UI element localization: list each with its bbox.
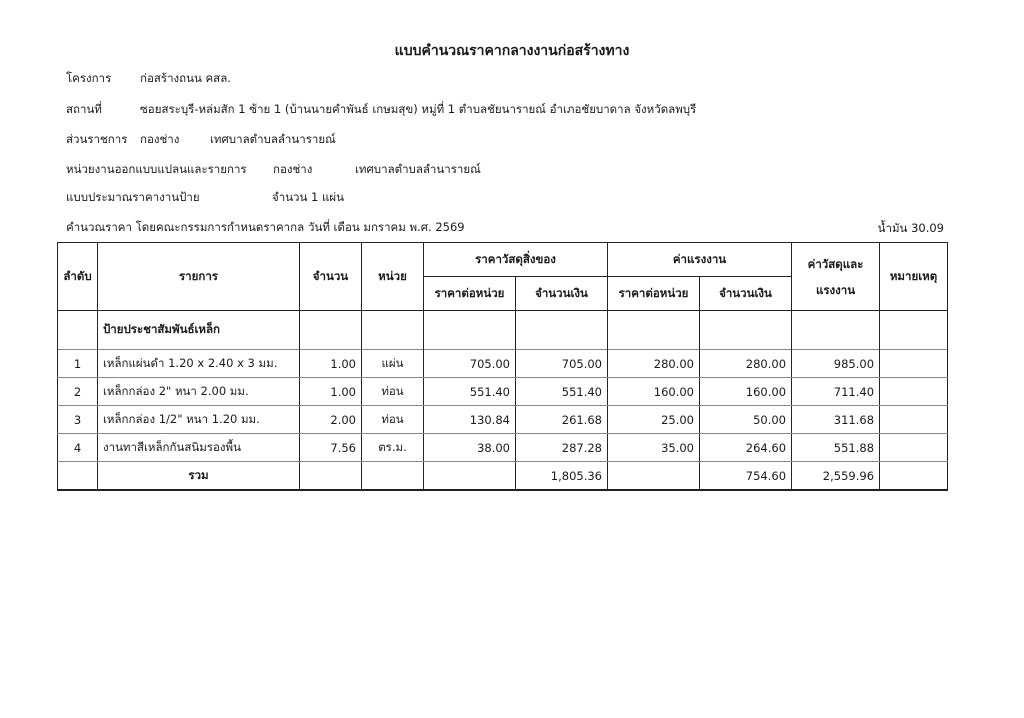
row-material-amount: 551.40 bbox=[516, 378, 608, 406]
table-row bbox=[58, 434, 948, 462]
row-material-amount: 287.28 bbox=[516, 434, 608, 462]
row-total: 985.00 bbox=[792, 350, 880, 378]
row-material-unit: 130.84 bbox=[424, 406, 516, 434]
row-material-amount: 705.00 bbox=[516, 350, 608, 378]
header-labor-amount: จำนวนเงิน bbox=[700, 277, 792, 311]
table-row bbox=[58, 350, 948, 378]
document-title: แบบคำนวณราคากลางงานก่อสร้างทาง bbox=[394, 43, 630, 59]
row-remark bbox=[880, 406, 948, 434]
agency-label: ส่วนราชการ bbox=[66, 132, 128, 146]
section-title: ป้ายประชาสัมพันธ์เหล็ก bbox=[98, 311, 300, 350]
row-no: 1 bbox=[58, 350, 98, 378]
designer-organization: เทศบาลตำบลลำนารายณ์ bbox=[355, 162, 481, 176]
location-label: สถานที่ bbox=[66, 102, 102, 116]
row-labor-amount: 264.60 bbox=[700, 434, 792, 462]
row-unit: ท่อน bbox=[362, 378, 424, 406]
row-material-unit: 705.00 bbox=[424, 350, 516, 378]
calc-label: คำนวณราคา โดยคณะกรรมการกำหนดราคากล bbox=[66, 220, 305, 234]
estimate-table bbox=[57, 242, 948, 491]
header-item: รายการ bbox=[98, 243, 300, 311]
row-unit: แผ่น bbox=[362, 350, 424, 378]
row-material-unit: 551.40 bbox=[424, 378, 516, 406]
header-no: ลำดับ bbox=[58, 243, 98, 311]
row-item: เหล็กแผ่นดำ 1.20 x 2.40 x 3 มม. bbox=[98, 350, 300, 378]
row-remark bbox=[880, 350, 948, 378]
row-qty: 1.00 bbox=[300, 378, 362, 406]
header-qty: จำนวน bbox=[300, 243, 362, 311]
header-total: ค่าวัสดุและแรงงาน bbox=[792, 243, 880, 311]
row-labor-unit: 280.00 bbox=[608, 350, 700, 378]
row-labor-amount: 50.00 bbox=[700, 406, 792, 434]
header-material-amount: จำนวนเงิน bbox=[516, 277, 608, 311]
header-remark: หมายเหตุ bbox=[880, 243, 948, 311]
row-total: 551.88 bbox=[792, 434, 880, 462]
header-labor: ค่าแรงงาน bbox=[608, 243, 792, 277]
row-qty: 2.00 bbox=[300, 406, 362, 434]
estimate-label: แบบประมาณราคางานป้าย bbox=[66, 190, 200, 204]
location-value: ซอยสระบุรี-หล่มสัก 1 ซ้าย 1 (บ้านนายคำพันธ์ เกษมสุข) หมู่ที่ 1 ตำบลชัยนารายณ์ อำเภอชัยบาดาล จังหวัดลพบุรี bbox=[140, 102, 697, 116]
row-unit: ท่อน bbox=[362, 406, 424, 434]
agency-division: กองช่าง bbox=[140, 132, 180, 146]
table-row bbox=[58, 378, 948, 406]
row-unit: ตร.ม. bbox=[362, 434, 424, 462]
agency-organization: เทศบาลตำบลลำนารายณ์ bbox=[210, 132, 336, 146]
estimate-quantity: จำนวน 1 แผ่น bbox=[272, 190, 345, 204]
total-labor-amount: 754.60 bbox=[700, 462, 792, 491]
total-grand: 2,559.96 bbox=[792, 462, 880, 491]
row-labor-unit: 35.00 bbox=[608, 434, 700, 462]
project-label: โครงการ bbox=[66, 71, 112, 85]
oil-price: น้ำมัน 30.09 bbox=[877, 221, 944, 235]
header-material: ราคาวัสดุสิ่งของ bbox=[424, 243, 608, 277]
header-unit: หน่วย bbox=[362, 243, 424, 311]
header-material-unit-price: ราคาต่อหน่วย bbox=[424, 277, 516, 311]
header-labor-unit-price: ราคาต่อหน่วย bbox=[608, 277, 700, 311]
total-label: รวม bbox=[98, 462, 300, 491]
project-value: ก่อสร้างถนน คสล. bbox=[140, 71, 231, 85]
row-labor-unit: 160.00 bbox=[608, 378, 700, 406]
row-labor-unit: 25.00 bbox=[608, 406, 700, 434]
row-item: เหล็กกล่อง 2" หนา 2.00 มม. bbox=[98, 378, 300, 406]
row-total: 311.68 bbox=[792, 406, 880, 434]
calc-date: วันที่ เดือน มกราคม พ.ศ. 2569 bbox=[308, 220, 465, 234]
row-no: 3 bbox=[58, 406, 98, 434]
designer-label: หน่วยงานออกแบบแปลนและรายการ bbox=[66, 162, 247, 176]
row-material-unit: 38.00 bbox=[424, 434, 516, 462]
row-qty: 7.56 bbox=[300, 434, 362, 462]
total-row bbox=[58, 462, 948, 491]
row-labor-amount: 280.00 bbox=[700, 350, 792, 378]
row-no: 4 bbox=[58, 434, 98, 462]
table-row bbox=[58, 406, 948, 434]
row-remark bbox=[880, 434, 948, 462]
row-item: งานทาสีเหล็กกันสนิมรองพื้น bbox=[98, 434, 300, 462]
row-item: เหล็กกล่อง 1/2" หนา 1.20 มม. bbox=[98, 406, 300, 434]
row-no: 2 bbox=[58, 378, 98, 406]
header-row-1 bbox=[58, 243, 948, 277]
row-material-amount: 261.68 bbox=[516, 406, 608, 434]
row-labor-amount: 160.00 bbox=[700, 378, 792, 406]
designer-division: กองช่าง bbox=[273, 162, 313, 176]
total-material-amount: 1,805.36 bbox=[516, 462, 608, 491]
section-row bbox=[58, 311, 948, 350]
row-remark bbox=[880, 378, 948, 406]
row-qty: 1.00 bbox=[300, 350, 362, 378]
row-total: 711.40 bbox=[792, 378, 880, 406]
